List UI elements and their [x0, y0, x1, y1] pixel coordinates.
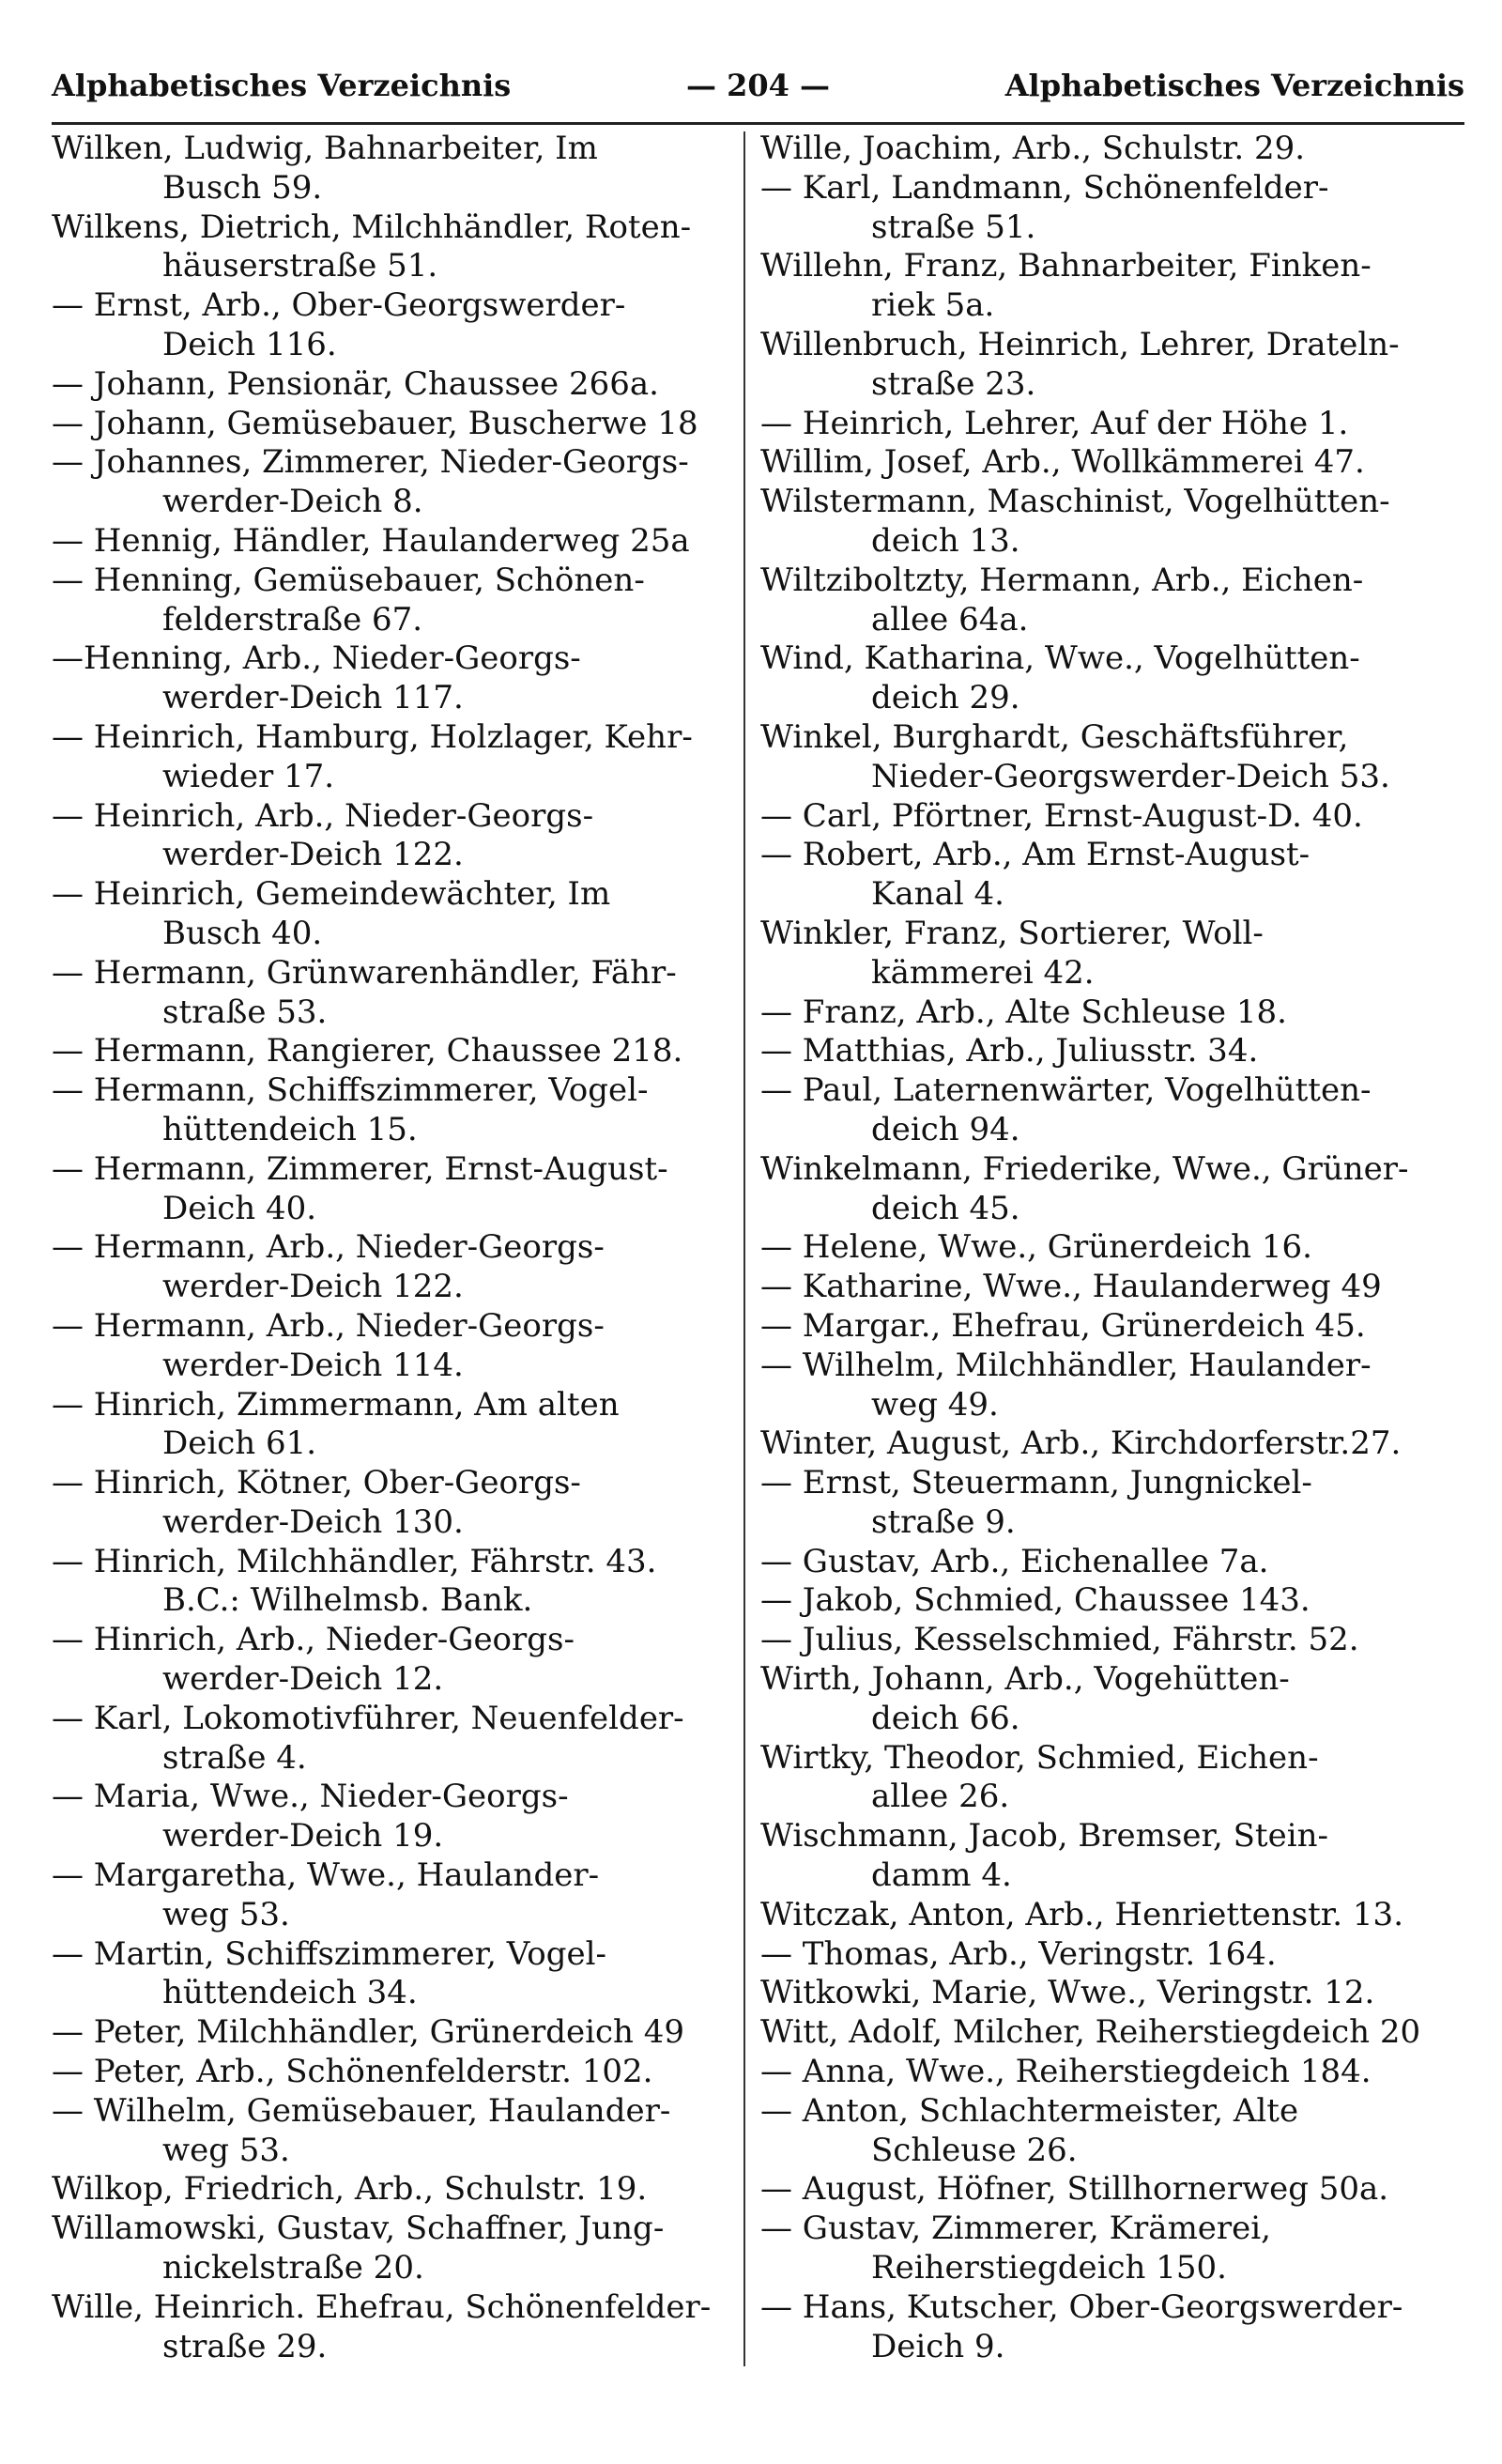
entry-line: — August, Höfner, Stillhornerweg 50a.	[760, 2170, 1389, 2209]
entry-line: — Anton, Schlachtermeister, Alte	[760, 2091, 1299, 2130]
entry-continuation-line: Deich 9.	[871, 2327, 1005, 2365]
entry-continuation-line: straße 4.	[162, 1738, 307, 1777]
entry-continuation-line: hüttendeich 15.	[162, 1110, 418, 1148]
entry-line: — Heinrich, Hamburg, Holzlager, Kehr-	[52, 717, 693, 756]
entry-line: Wille, Heinrich. Ehefrau, Schönenfelder-	[52, 2287, 712, 2326]
entry-line: — Peter, Milchhändler, Grünerdeich 49	[52, 2013, 685, 2052]
entry-line: — Margar., Ehefrau, Grünerdeich 45.	[760, 1306, 1366, 1345]
entry-line: — Hinrich, Arb., Nieder-Georgs-	[52, 1621, 575, 1659]
entry-line: Willehn, Franz, Bahnarbeiter, Finken-	[760, 247, 1372, 285]
entry-continuation-line: wieder 17.	[162, 757, 335, 795]
entry-continuation-line: deich 66.	[871, 1699, 1020, 1737]
entry-line: Wilkens, Dietrich, Milchhändler, Roten-	[52, 208, 692, 246]
entry-continuation-line: kämmerei 42.	[871, 953, 1095, 992]
entry-line: —Henning, Arb., Nieder-Georgs-	[52, 639, 581, 678]
entry-continuation-line: straße 53.	[162, 993, 328, 1031]
entry-continuation-line: werder-Deich 130.	[162, 1502, 464, 1541]
entry-continuation-line: felderstraße 67.	[162, 600, 423, 639]
header-left-title: Alphabetisches Verzeichnis	[52, 68, 512, 103]
entry-line: Wiltziboltzty, Hermann, Arb., Eichen-	[760, 561, 1364, 599]
entry-continuation-line: deich 94.	[871, 1110, 1020, 1148]
entry-continuation-line: damm 4.	[871, 1856, 1012, 1895]
right-column	[760, 130, 1474, 2366]
entry-line: — Gustav, Arb., Eichenallee 7a.	[760, 1542, 1269, 1580]
entry-line: — Hermann, Arb., Nieder-Georgs-	[52, 1306, 605, 1345]
entry-line: — Hinrich, Zimmermann, Am alten	[52, 1385, 620, 1424]
entry-line: — Ernst, Steuermann, Jungnickel-	[760, 1464, 1312, 1502]
entry-continuation-line: B.C.: Wilhelmsb. Bank.	[162, 1581, 533, 1620]
entry-continuation-line: Deich 116.	[162, 325, 337, 363]
entry-continuation-line: allee 26.	[871, 1778, 1010, 1816]
entry-line: — Franz, Arb., Alte Schleuse 18.	[760, 993, 1287, 1031]
entry-continuation-line: Deich 61.	[162, 1424, 317, 1463]
entry-line: — Robert, Arb., Am Ernst-August-	[760, 836, 1310, 874]
entry-line: — Heinrich, Arb., Nieder-Georgs-	[52, 796, 594, 835]
entry-line: — Peter, Arb., Schönenfelderstr. 102.	[52, 2053, 653, 2091]
entry-continuation-line: deich 13.	[871, 521, 1020, 560]
entry-continuation-line: werder-Deich 117.	[162, 679, 464, 717]
entry-line: — Hermann, Rangierer, Chaussee 218.	[52, 1032, 683, 1070]
entry-line: Wischmann, Jacob, Bremser, Stein-	[760, 1817, 1328, 1856]
page-number: — 204 —	[685, 68, 831, 103]
entry-continuation-line: Nieder-Georgswerder-Deich 53.	[871, 757, 1390, 795]
entry-line: — Hermann, Arb., Nieder-Georgs-	[52, 1228, 605, 1267]
entry-line: — Anna, Wwe., Reiherstiegdeich 184.	[760, 2053, 1372, 2091]
entry-continuation-line: nickelstraße 20.	[162, 2249, 424, 2287]
entry-continuation-line: Deich 40.	[162, 1189, 317, 1227]
entry-line: Witt, Adolf, Milcher, Reiherstiegdeich 20	[760, 2013, 1421, 2052]
entry-line: Winkelmann, Friederike, Wwe., Grüner-	[760, 1149, 1409, 1188]
entry-line: Winkler, Franz, Sortierer, Woll-	[760, 914, 1264, 952]
header-rule	[52, 122, 1464, 125]
entry-continuation-line: deich 29.	[871, 679, 1020, 717]
entry-continuation-line: werder-Deich 122.	[162, 1268, 464, 1306]
entry-continuation-line: häuserstraße 51.	[162, 247, 438, 285]
entry-line: — Wilhelm, Gemüsebauer, Haulander-	[52, 2091, 671, 2130]
entry-line: — Paul, Laternenwärter, Vogelhütten-	[760, 1071, 1372, 1110]
entry-line: Willamowski, Gustav, Schaffner, Jung-	[52, 2210, 665, 2248]
entry-continuation-line: werder-Deich 114.	[162, 1346, 464, 1384]
entry-continuation-line: straße 29.	[162, 2327, 328, 2365]
entry-line: Wirtky, Theodor, Schmied, Eichen-	[760, 1738, 1319, 1777]
entry-line: — Hinrich, Milchhändler, Fährstr. 43.	[52, 1542, 657, 1580]
entry-line: Wilken, Ludwig, Bahnarbeiter, Im	[52, 130, 598, 167]
entry-line: Wilkop, Friedrich, Arb., Schulstr. 19.	[52, 2170, 648, 2209]
entry-line: Winkel, Burghardt, Geschäftsführer,	[760, 717, 1349, 756]
entry-line: — Julius, Kesselschmied, Fährstr. 52.	[760, 1621, 1359, 1659]
entry-line: — Hermann, Schiffszimmerer, Vogel-	[52, 1071, 649, 1110]
entry-line: Wirth, Johann, Arb., Vogehütten-	[760, 1660, 1290, 1699]
entry-line: — Johann, Pensionär, Chaussee 266a.	[52, 364, 659, 403]
entry-line: — Gustav, Zimmerer, Krämerei,	[760, 2210, 1271, 2248]
entry-line: — Carl, Pförtner, Ernst-August-D. 40.	[760, 796, 1363, 835]
entry-line: — Heinrich, Lehrer, Auf der Höhe 1.	[760, 404, 1349, 442]
entry-continuation-line: Schleuse 26.	[871, 2131, 1078, 2169]
entry-line: — Hans, Kutscher, Ober-Georgswerder-	[760, 2287, 1403, 2326]
entry-continuation-line: werder-Deich 8.	[162, 483, 423, 521]
entry-continuation-line: werder-Deich 122.	[162, 836, 464, 874]
entry-line: — Margaretha, Wwe., Haulander-	[52, 1856, 600, 1895]
entry-line: Wilstermann, Maschinist, Vogelhütten-	[760, 483, 1390, 521]
entry-line: Witkowki, Marie, Wwe., Veringstr. 12.	[760, 1974, 1375, 2012]
entry-line: Wind, Katharina, Wwe., Vogelhütten-	[760, 639, 1360, 678]
entry-continuation-line: Kanal 4.	[871, 875, 1004, 914]
entry-line: — Jakob, Schmied, Chaussee 143.	[760, 1581, 1310, 1620]
entry-line: Willenbruch, Heinrich, Lehrer, Drateln-	[760, 325, 1400, 363]
entry-line: — Ernst, Arb., Ober-Georgswerder-	[52, 286, 626, 325]
entry-line: — Heinrich, Gemeindewächter, Im	[52, 875, 611, 914]
entry-line: Winter, August, Arb., Kirchdorferstr.27.	[760, 1424, 1402, 1463]
entry-line: Wille, Joachim, Arb., Schulstr. 29.	[760, 130, 1306, 167]
entry-continuation-line: weg 53.	[162, 2131, 290, 2169]
entry-line: — Henning, Gemüsebauer, Schönen-	[52, 561, 645, 599]
entry-line: — Karl, Lokomotivführer, Neuenfelder-	[52, 1699, 684, 1737]
entry-continuation-line: hüttendeich 34.	[162, 1974, 418, 2012]
entry-line: — Karl, Landmann, Schönenfelder-	[760, 168, 1329, 207]
entry-line: — Hennig, Händler, Haulanderweg 25a	[52, 521, 690, 560]
entry-continuation-line: Busch 59.	[162, 168, 323, 207]
entry-continuation-line: Reiherstiegdeich 150.	[871, 2249, 1227, 2287]
page-header	[52, 68, 1464, 115]
entry-line: — Johann, Gemüsebauer, Buscherwe 18	[52, 404, 698, 442]
entry-continuation-line: werder-Deich 19.	[162, 1817, 444, 1856]
entry-line: — Wilhelm, Milchhändler, Haulander-	[760, 1346, 1372, 1384]
column-divider	[743, 131, 745, 2366]
entry-continuation-line: weg 53.	[162, 1895, 290, 1933]
entry-line: — Helene, Wwe., Grünerdeich 16.	[760, 1228, 1312, 1267]
entry-continuation-line: straße 51.	[871, 208, 1036, 246]
entry-continuation-line: riek 5a.	[871, 286, 995, 325]
entry-continuation-line: weg 49.	[871, 1385, 999, 1424]
entry-continuation-line: straße 23.	[871, 364, 1036, 403]
header-right-title: Alphabetisches Verzeichnis	[1004, 68, 1464, 103]
entry-continuation-line: straße 9.	[871, 1502, 1016, 1541]
entry-line: Witczak, Anton, Arb., Henriettenstr. 13.	[760, 1895, 1403, 1933]
entry-continuation-line: Busch 40.	[162, 914, 323, 952]
entry-line: Willim, Josef, Arb., Wollkämmerei 47.	[760, 443, 1365, 482]
entry-line: — Hermann, Grünwarenhändler, Fähr-	[52, 953, 677, 992]
entry-line: — Hinrich, Kötner, Ober-Georgs-	[52, 1464, 581, 1502]
entry-line: — Hermann, Zimmerer, Ernst-August-	[52, 1149, 668, 1188]
entry-continuation-line: deich 45.	[871, 1189, 1020, 1227]
entry-line: — Katharine, Wwe., Haulanderweg 49	[760, 1268, 1382, 1306]
entry-line: — Martin, Schiffszimmerer, Vogel-	[52, 1934, 606, 1973]
entry-continuation-line: allee 64a.	[871, 600, 1029, 639]
left-column	[52, 130, 728, 2366]
entry-line: — Matthias, Arb., Juliusstr. 34.	[760, 1032, 1259, 1070]
entry-continuation-line: werder-Deich 12.	[162, 1660, 444, 1699]
entry-line: — Maria, Wwe., Nieder-Georgs-	[52, 1778, 569, 1816]
entry-line: — Johannes, Zimmerer, Nieder-Georgs-	[52, 443, 689, 482]
entry-line: — Thomas, Arb., Veringstr. 164.	[760, 1934, 1277, 1973]
